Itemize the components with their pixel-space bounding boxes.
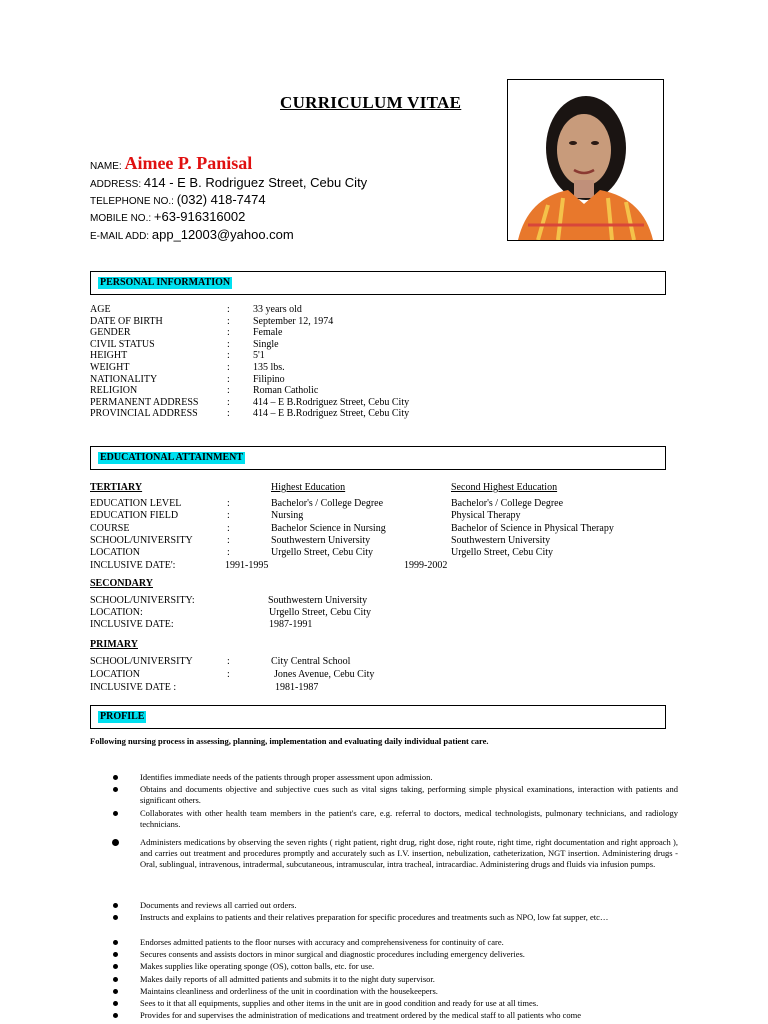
tertiary-col2-heading: Second Highest Education <box>451 482 558 493</box>
secondary-location-value: Urgello Street, Cebu City <box>269 607 372 618</box>
list-item-text: Provides for and supervises the administration of medications and treatment ordered by the medical staff to all patients who come <box>140 1010 582 1020</box>
bullet-icon <box>113 989 118 994</box>
bullet-icon <box>113 811 118 816</box>
tertiary-col1-value: Nursing <box>271 510 304 522</box>
tertiary-col2-value: Urgello Street, Cebu City <box>451 547 554 559</box>
personal-label: NATIONALITY <box>90 373 158 385</box>
colon: : <box>227 510 230 522</box>
colon: : <box>227 656 230 667</box>
personal-label: HEIGHT <box>90 350 128 362</box>
personal-label: DATE OF BIRTH <box>90 315 163 327</box>
tertiary-col1-value: Urgello Street, Cebu City <box>271 547 374 559</box>
primary-location-label: LOCATION <box>90 669 140 680</box>
tertiary-heading: TERTIARY <box>90 482 143 493</box>
personal-value: 414 – E B.Rodriguez Street, Cebu City <box>253 408 410 420</box>
tertiary-label: SCHOOL/UNIVERSITY <box>90 534 193 546</box>
applicant-name: Aimee P. Panisal <box>124 153 253 173</box>
list-item-text: Documents and reviews all carried out orders. <box>140 900 297 910</box>
personal-label: AGE <box>90 304 111 315</box>
tertiary-col2-value: Southwestern University <box>451 534 551 546</box>
bullet-icon <box>113 1013 118 1018</box>
colon: : <box>227 547 230 559</box>
colon: : <box>227 327 230 339</box>
tertiary-col1-value: Bachelor Science in Nursing <box>271 522 386 534</box>
personal-value: 414 – E B.Rodriguez Street, Cebu City <box>253 396 410 408</box>
telephone-label: TELEPHONE NO.: <box>90 196 177 207</box>
colon: : <box>227 304 230 315</box>
bullet-icon <box>113 1001 118 1006</box>
primary-dates-value: 1981-1987 <box>275 682 319 693</box>
address-label: ADDRESS: <box>90 179 144 190</box>
primary-heading: PRIMARY <box>90 639 138 650</box>
colon: : <box>227 522 230 534</box>
tertiary-col2-value: Bachelor of Science in Physical Therapy <box>451 522 614 534</box>
personal-label: PERMANENT ADDRESS <box>90 396 199 408</box>
bullet-icon <box>113 940 118 945</box>
list-item-text: Sees to it that all equipments, supplies and other items in the unit are in good condition and ready for use at all times. <box>140 998 539 1008</box>
profile-bullet-list <box>116 0 678 1024</box>
personal-value: 135 lbs. <box>253 362 285 373</box>
tertiary-label: EDUCATION LEVEL <box>90 498 182 509</box>
personal-info-heading: PERSONAL INFORMATION <box>100 277 231 288</box>
tertiary-label: LOCATION <box>90 547 140 559</box>
personal-label: RELIGION <box>90 385 138 397</box>
tertiary-col2-value: Bachelor's / College Degree <box>451 498 564 509</box>
tertiary-col1-value: Bachelor's / College Degree <box>271 498 384 509</box>
list-item-text: Administers medications by observing the seven rights ( right patient, right drug, right dose, right route, right time, right documentation and right approach ), and carries out treatment and procedures promptly and accurately such as I.V. insertion, nebulization, catheterization, NGT insertion. Administering drugs - Oral, sublingual, intravenous, intradermal, subcutaneous, intramuscular, intra tracheal, intracardiac. Administering drugs and fluids via infusion pumps. <box>140 837 678 869</box>
primary-school-label: SCHOOL/UNIVERSITY <box>90 656 193 667</box>
bullet-icon <box>113 787 118 792</box>
list-item-text: Secures consents and assists doctors in minor surgical and diagnostic procedures including emergency deliveries. <box>140 949 525 959</box>
list-item-text: Makes supplies like operating sponge (OS), cotton balls, etc. for use. <box>140 961 375 971</box>
personal-value: 5'1 <box>253 350 265 362</box>
colon: : <box>227 498 230 509</box>
primary-location-value: Jones Avenue, Cebu City <box>274 669 375 680</box>
personal-label: PROVINCIAL ADDRESS <box>90 408 198 420</box>
personal-value: Single <box>253 338 279 350</box>
name-label: NAME: <box>90 161 125 172</box>
bullet-icon <box>113 903 118 908</box>
list-item-text: Endorses admitted patients to the floor nurses with accuracy and comprehensiveness for continuity of care. <box>140 937 504 947</box>
list-item-text: Instructs and explains to patients and their relatives preparation for specific procedures and treatments such as NPO, low fat supper, etc… <box>140 912 609 922</box>
education-heading: EDUCATIONAL ATTAINMENT <box>100 452 244 463</box>
personal-label: GENDER <box>90 327 131 339</box>
personal-value: Filipino <box>253 373 285 385</box>
personal-value: September 12, 1974 <box>253 315 334 327</box>
colon: : <box>227 408 230 420</box>
personal-value: 33 years old <box>253 304 302 315</box>
tertiary-dates-col1: 1991-1995 <box>225 559 269 571</box>
secondary-dates-label: INCLUSIVE DATE: <box>90 619 174 630</box>
telephone-value: (032) 418-7474 <box>176 192 266 207</box>
colon: : <box>227 338 230 350</box>
list-item-text: Collaborates with other health team members in the patient's care, e.g. referral to doctors, medical technologists, pulmonary technicians, and radiology technicians. <box>140 808 678 829</box>
bullet-icon <box>112 839 119 846</box>
colon: : <box>227 534 230 546</box>
bullet-icon <box>113 775 118 780</box>
tertiary-col1-value: Southwestern University <box>271 534 371 546</box>
list-item-text: Obtains and documents objective and subjective cues such as vital signs taking, performing simple physical examinations, interaction with patients and significant others. <box>140 784 678 805</box>
tertiary-dates-label: INCLUSIVE DATE': <box>90 559 176 571</box>
personal-value: Female <box>253 327 283 339</box>
colon: : <box>227 669 230 680</box>
secondary-location-label: LOCATION: <box>90 607 143 618</box>
bullet-icon <box>113 952 118 957</box>
personal-value: Roman Catholic <box>253 385 319 397</box>
primary-school-value: City Central School <box>271 656 351 667</box>
tertiary-col1-heading: Highest Education <box>271 482 346 493</box>
colon: : <box>227 350 230 362</box>
tertiary-dates-col2: 1999-2002 <box>404 559 448 571</box>
secondary-school-value: Southwestern University <box>268 595 368 606</box>
colon: : <box>227 315 230 327</box>
bullet-icon <box>113 915 118 920</box>
personal-label: CIVIL STATUS <box>90 338 155 350</box>
secondary-heading: SECONDARY <box>90 578 153 589</box>
secondary-dates-value: 1987-1991 <box>269 619 313 630</box>
list-item-text: Identifies immediate needs of the patients through proper assessment upon admission. <box>140 772 433 782</box>
colon: : <box>227 385 230 397</box>
tertiary-label: EDUCATION FIELD <box>90 510 179 522</box>
colon: : <box>227 373 230 385</box>
email-label: E-MAIL ADD: <box>90 231 152 242</box>
address-value: 414 - E B. Rodriguez Street, Cebu City <box>143 175 368 190</box>
profile-intro: Following nursing process in assessing, planning, implementation and evaluating daily individual patient care. <box>90 736 489 746</box>
secondary-school-label: SCHOOL/UNIVERSITY: <box>90 595 195 606</box>
colon: : <box>227 396 230 408</box>
list-item-text: Maintains cleanliness and orderliness of the unit in coordination with the housekeepers. <box>140 986 438 996</box>
bullet-icon <box>113 977 118 982</box>
mobile-value: +63-916316002 <box>153 209 246 224</box>
tertiary-col2-value: Physical Therapy <box>451 510 521 522</box>
tertiary-label: COURSE <box>90 522 130 534</box>
mobile-label: MOBILE NO.: <box>90 213 154 224</box>
profile-heading: PROFILE <box>100 711 145 722</box>
bullet-icon <box>113 964 118 969</box>
personal-label: WEIGHT <box>90 362 130 373</box>
document-title: CURRICULUM VITAE <box>280 93 462 112</box>
list-item-text: Makes daily reports of all admitted patients and submits it to the night duty supervisor. <box>140 974 435 984</box>
primary-dates-label: INCLUSIVE DATE : <box>90 682 177 693</box>
colon: : <box>227 362 230 373</box>
email-value: app_12003@yahoo.com <box>151 227 294 242</box>
